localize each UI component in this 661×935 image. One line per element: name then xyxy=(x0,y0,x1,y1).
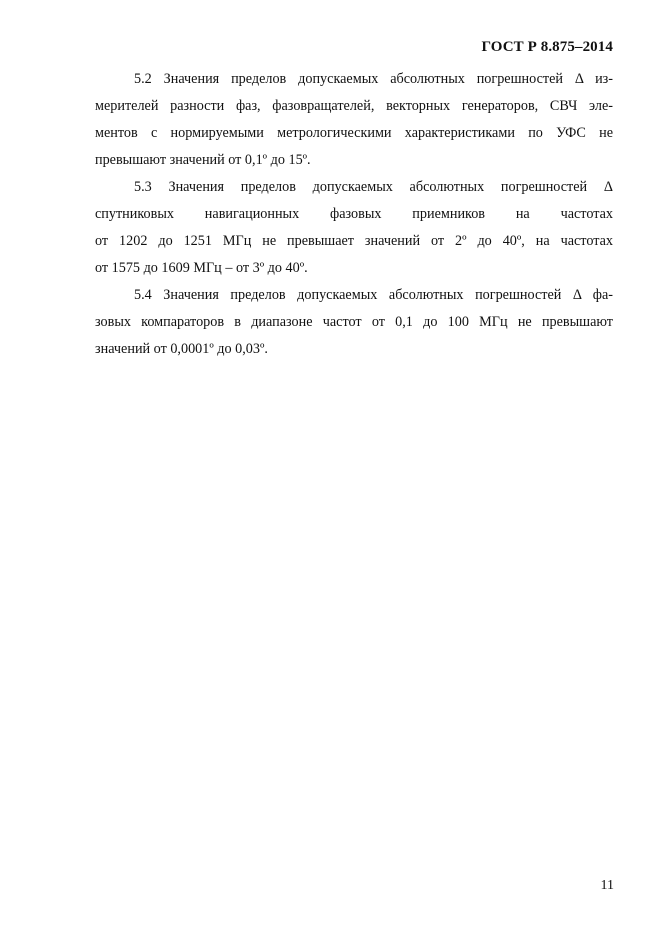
document-body xyxy=(95,66,613,363)
text-line: зовых компараторов в диапазоне частот от 0,1 до 100 МГц не превышают xyxy=(95,314,613,330)
text-line: от 1202 до 1251 МГц не превышает значений от 2º до 40º, на частотах xyxy=(95,233,613,249)
text-line: ментов с нормируемыми метрологическими характеристиками по УФС не xyxy=(95,125,613,141)
paragraph-5-4 xyxy=(95,282,613,363)
text-line: значений от 0,0001º до 0,03º. xyxy=(95,341,268,357)
text-line: превышают значений от 0,1º до 15º. xyxy=(95,152,311,168)
text-line: 5.2 Значения пределов допускаемых абсолютных погрешностей Δ из- xyxy=(134,71,613,87)
paragraph-5-3 xyxy=(95,174,613,282)
text-line: 5.3 Значения пределов допускаемых абсолютных погрешностей Δ xyxy=(134,179,613,195)
text-line: от 1575 до 1609 МГц – от 3º до 40º. xyxy=(95,260,308,276)
document-code-header: ГОСТ Р 8.875–2014 xyxy=(481,39,613,55)
text-line: мерителей разности фаз, фазовращателей, векторных генераторов, СВЧ эле- xyxy=(95,98,613,114)
page-number: 11 xyxy=(600,878,614,893)
text-line: спутниковых навигационных фазовых приемников на частотах xyxy=(95,206,613,222)
text-line: 5.4 Значения пределов допускаемых абсолютных погрешностей Δ фа- xyxy=(134,287,613,303)
paragraph-5-2 xyxy=(95,66,613,174)
